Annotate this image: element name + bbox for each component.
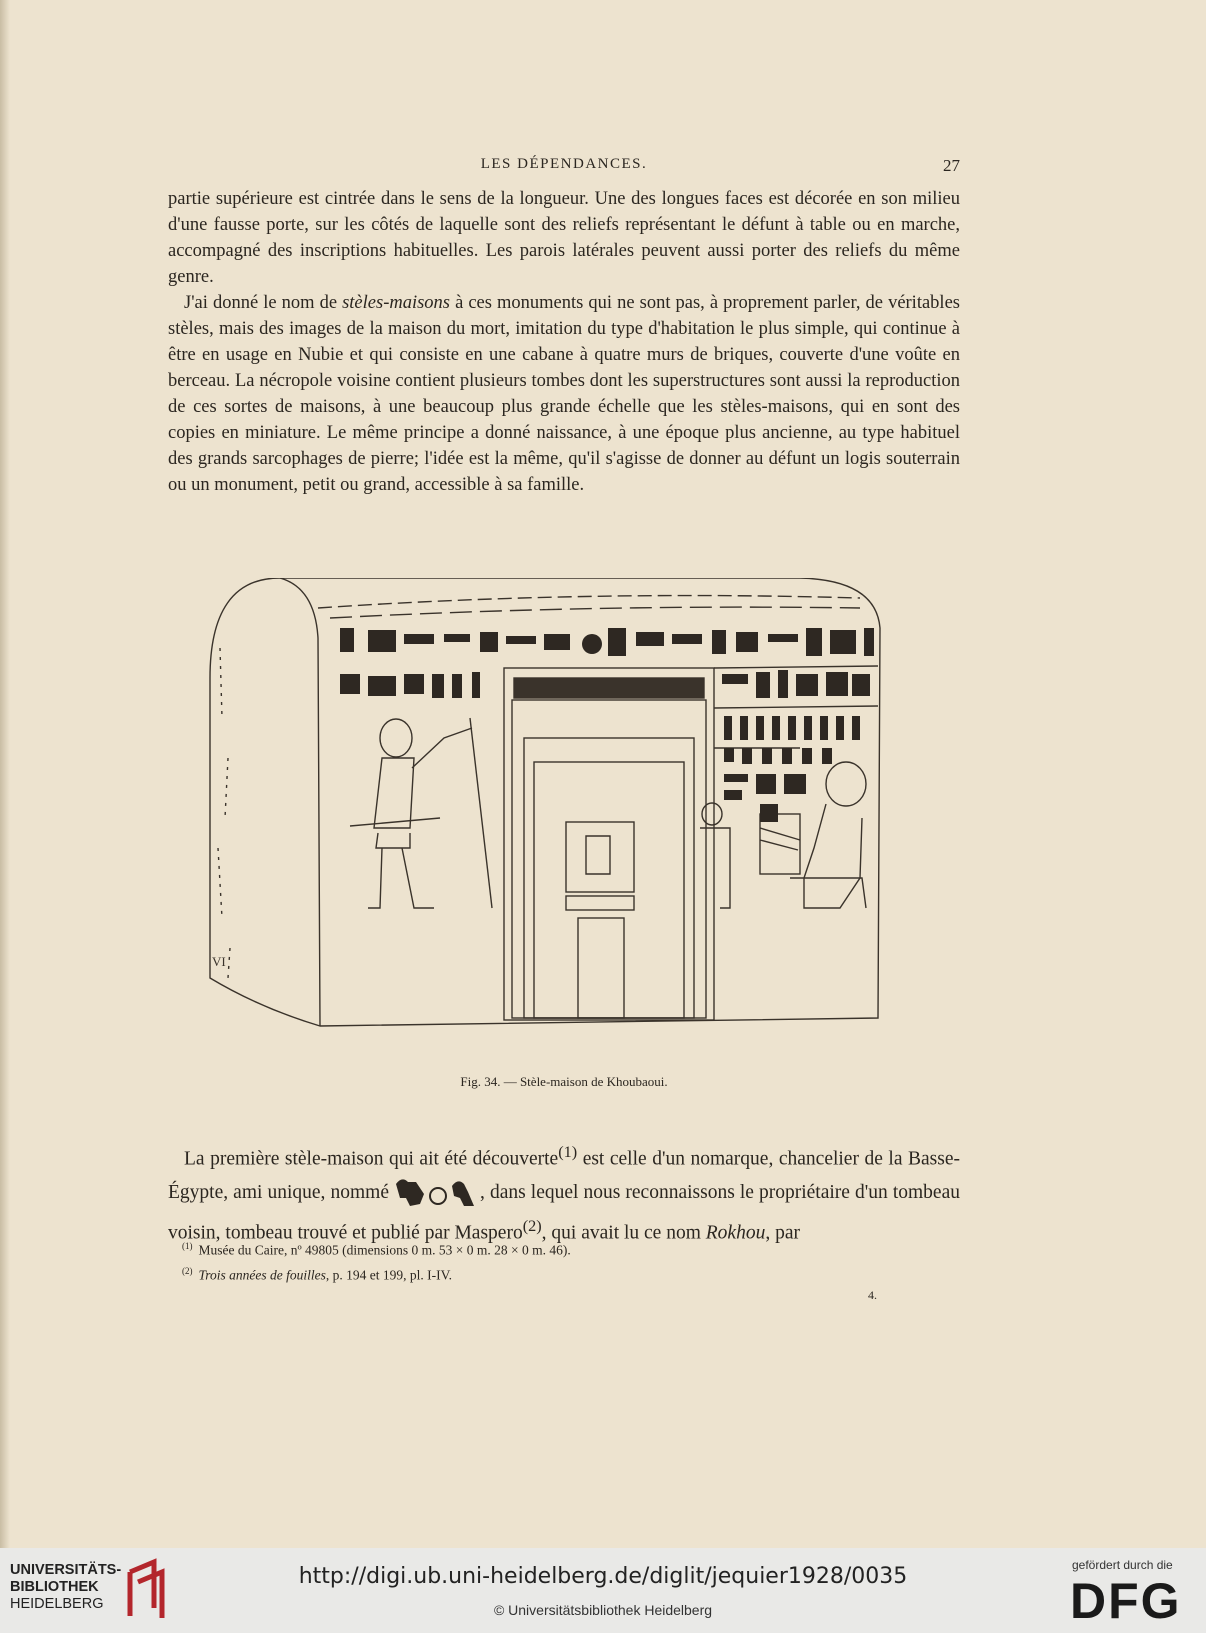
false-door-panel bbox=[566, 822, 634, 892]
footnote-ref-2: (2) bbox=[522, 1217, 542, 1236]
side-mark: VI bbox=[212, 954, 226, 969]
library-line-1: UNIVERSITÄTS- bbox=[10, 1562, 122, 1578]
paragraph-3-b: est celle d'un nomarque, chancelier de la Basse-Égypte, ami unique, nommé bbox=[168, 1148, 960, 1203]
running-title: LES DÉPENDANCES. bbox=[480, 156, 648, 172]
copyright-notice: © Universitätsbibliothek Heidelberg bbox=[493, 1602, 713, 1618]
paragraph-2 bbox=[168, 290, 960, 498]
figure-caption: Fig. 34. — Stèle-maison de Khoubaoui. bbox=[460, 1074, 668, 1089]
footnote-1 bbox=[182, 1236, 922, 1261]
paragraph-1: partie supérieure est cintrée dans le sens de la longueur. Une des longues faces est décorée en son milieu d'une fausse porte, sur les côtés de laquelle sont des reliefs représentant le défunt à table ou en marche, accompagné des inscriptions habituelles. Les parois latérales peuvent aussi porter des reliefs du même genre. bbox=[168, 189, 960, 287]
footnote-ref-1: (1) bbox=[558, 1143, 578, 1161]
footer-bar bbox=[0, 1548, 1206, 1633]
name-rokhou: Rokhou bbox=[705, 1222, 766, 1244]
funded-by-label: gefördert durch die bbox=[1072, 1558, 1173, 1572]
paragraph-3 bbox=[168, 1136, 960, 1250]
false-door-frame-2 bbox=[524, 738, 694, 1018]
footnote-2 bbox=[182, 1261, 922, 1286]
dfg-logo: DFG bbox=[1070, 1573, 1182, 1629]
footnote-2-text: , p. 194 et 199, pl. I-IV. bbox=[325, 1267, 452, 1282]
hieroglyph-rows bbox=[340, 628, 874, 822]
footnote-2-mark: (2) bbox=[182, 1265, 193, 1276]
figure-stele-maison bbox=[200, 578, 920, 1068]
false-door-lintel bbox=[514, 678, 704, 698]
stele-drawing bbox=[200, 578, 920, 1068]
false-door-frame-1 bbox=[512, 700, 706, 1018]
paragraph-2-start: J'ai donné le nom de bbox=[184, 293, 343, 313]
hieroglyph-name-icon bbox=[394, 1176, 480, 1210]
vault-dashes-2 bbox=[330, 607, 860, 618]
footnotes bbox=[182, 1236, 922, 1285]
striding-figure bbox=[350, 718, 492, 908]
side-wear-marks bbox=[218, 648, 230, 978]
library-line-3: HEIDELBERG bbox=[10, 1596, 104, 1612]
vault-dashes-1 bbox=[318, 596, 860, 608]
footnote-1-mark: (1) bbox=[182, 1241, 193, 1251]
false-door-outer bbox=[504, 668, 714, 1020]
false-door-frame-3 bbox=[534, 762, 684, 1018]
false-door-opening bbox=[578, 918, 624, 1018]
page-gutter-shadow bbox=[0, 0, 10, 1548]
running-head bbox=[168, 156, 960, 180]
false-door-drum bbox=[566, 896, 634, 910]
paragraph-2-rest: à ces monuments qui ne sont pas, à proprement parler, de véritables stèles, mais des images de la maison du mort, imitation du type d'habitation le plus simple, qui continue à être en usage en Nubie et qui consiste en une cabane à quatre murs de briques, couverte d'une voûte en berceau. La nécropole voisine contient plusieurs tombes dont les superstructures sont aussi la reproduction de ces sortes de maisons, à une beaucoup plus grande échelle que les stèles-maisons, qui en sont des copies en miniature. Le même principe a donné naissance, à une époque plus ancienne, au type habituel des grands sarcophages de pierre; l'idée est la même, qu'il s'agisse de donner au défunt un logis souterrain ou un monument, petit ou grand, accessible à sa famille. bbox=[168, 293, 960, 495]
paragraph-3-d: , qui avait lu ce nom bbox=[541, 1222, 706, 1244]
library-line-2: BIBLIOTHEK bbox=[10, 1579, 99, 1595]
footnote-2-title: Trois années de fouilles bbox=[198, 1267, 326, 1282]
term-steles-maisons: stèles-maisons bbox=[342, 293, 451, 313]
block-side-edge bbox=[280, 578, 320, 1026]
paragraph-3-c: , dans lequel nous reconnaissons le propriétaire d'un tombeau voisin, tombeau trouvé et publié par Maspero bbox=[168, 1181, 960, 1244]
page-number: 27 bbox=[943, 156, 960, 175]
page-url-link[interactable]: http://digi.ub.uni-heidelberg.de/diglit/jequier1928/0035 bbox=[298, 1564, 908, 1589]
signature-mark: 4. bbox=[868, 1288, 877, 1302]
footnote-1-text: Musée du Caire, nº 49805 (dimensions 0 m. 53 × 0 m. 28 × 0 m. 46). bbox=[198, 1242, 571, 1258]
paragraph-3-e: , par bbox=[765, 1222, 800, 1244]
seated-figure bbox=[700, 762, 866, 908]
paragraph-3-a: La première stèle-maison qui ait été découverte bbox=[184, 1148, 559, 1170]
